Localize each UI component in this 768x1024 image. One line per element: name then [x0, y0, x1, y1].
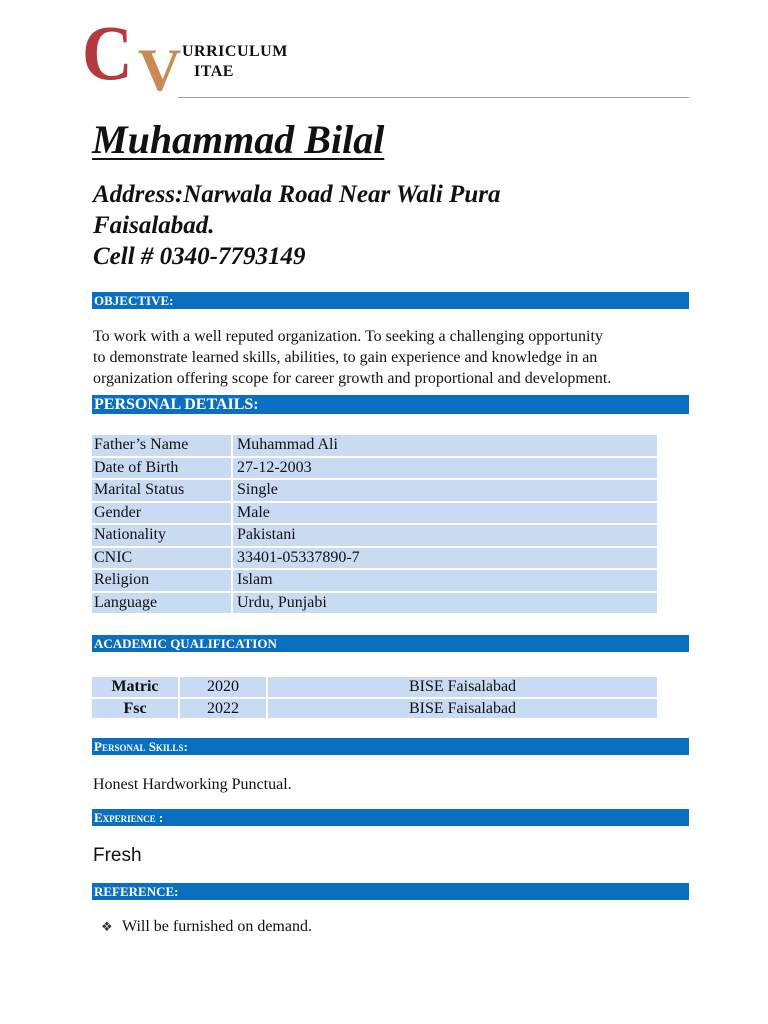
- detail-value: Islam: [233, 570, 657, 591]
- detail-key: Religion: [92, 570, 231, 591]
- board-cell: BISE Faisalabad: [268, 699, 657, 719]
- detail-key: Father’s Name: [92, 435, 231, 456]
- detail-key: Gender: [92, 503, 231, 524]
- detail-value: Male: [233, 503, 657, 524]
- table-row: [92, 525, 657, 546]
- diamond-bullet-icon: ❖: [101, 919, 113, 934]
- logo-letter-v: V: [138, 37, 182, 103]
- objective-line: to demonstrate learned skills, abilities, to gain experience and knowledge in an: [93, 349, 598, 366]
- detail-key: Marital Status: [92, 480, 231, 501]
- table-row: [92, 570, 657, 591]
- experience-text: Fresh: [93, 845, 142, 866]
- logo-text-line2: ITAE: [194, 63, 234, 80]
- reference-text: Will be furnished on demand.: [122, 918, 312, 935]
- candidate-name: Muhammad Bilal: [92, 117, 385, 162]
- table-row: [92, 548, 657, 569]
- table-row: [92, 458, 657, 479]
- detail-value: Urdu, Punjabi: [233, 593, 657, 614]
- table-row: [92, 699, 657, 719]
- skills-heading: Personal Skills:: [92, 738, 689, 755]
- objective-text: [93, 326, 611, 389]
- board-cell: BISE Faisalabad: [268, 677, 657, 697]
- cell-number: Cell # 0340-7793149: [93, 243, 306, 270]
- header-divider: [178, 97, 689, 98]
- personal-details-table: [90, 433, 659, 615]
- year-cell: 2022: [180, 699, 266, 719]
- address-line-1: Address:Narwala Road Near Wali Pura: [93, 181, 501, 208]
- table-row: [92, 593, 657, 614]
- detail-value: Muhammad Ali: [233, 435, 657, 456]
- academic-heading: ACADEMIC QUALIFICATION: [92, 635, 689, 652]
- personal-details-heading: PERSONAL DETAILS:: [92, 395, 689, 414]
- logo-letter-c: C: [82, 9, 133, 96]
- objective-line: organization offering scope for career growth and proportional and development.: [93, 370, 612, 387]
- detail-value: 33401-05337890-7: [233, 548, 657, 569]
- academic-table: [90, 675, 659, 720]
- degree-cell: Fsc: [92, 699, 178, 719]
- table-row: [92, 435, 657, 456]
- table-row: [92, 677, 657, 697]
- detail-key: CNIC: [92, 548, 231, 569]
- skills-text: Honest Hardworking Punctual.: [93, 776, 292, 793]
- detail-value: Pakistani: [233, 525, 657, 546]
- detail-value: Single: [233, 480, 657, 501]
- detail-key: Nationality: [92, 525, 231, 546]
- degree-cell: Matric: [92, 677, 178, 697]
- detail-value: 27-12-2003: [233, 458, 657, 479]
- reference-heading: REFERENCE:: [92, 883, 689, 900]
- detail-key: Date of Birth: [92, 458, 231, 479]
- address-line-2: Faisalabad.: [93, 212, 215, 239]
- table-row: [92, 503, 657, 524]
- logo-text-line1: URRICULUM: [182, 43, 288, 60]
- year-cell: 2020: [180, 677, 266, 697]
- objective-line: To work with a well reputed organization. To seeking a challenging opportunity: [93, 328, 603, 345]
- table-row: [92, 480, 657, 501]
- objective-heading: OBJECTIVE:: [92, 292, 689, 309]
- detail-key: Language: [92, 593, 231, 614]
- experience-heading: Experience :: [92, 809, 689, 826]
